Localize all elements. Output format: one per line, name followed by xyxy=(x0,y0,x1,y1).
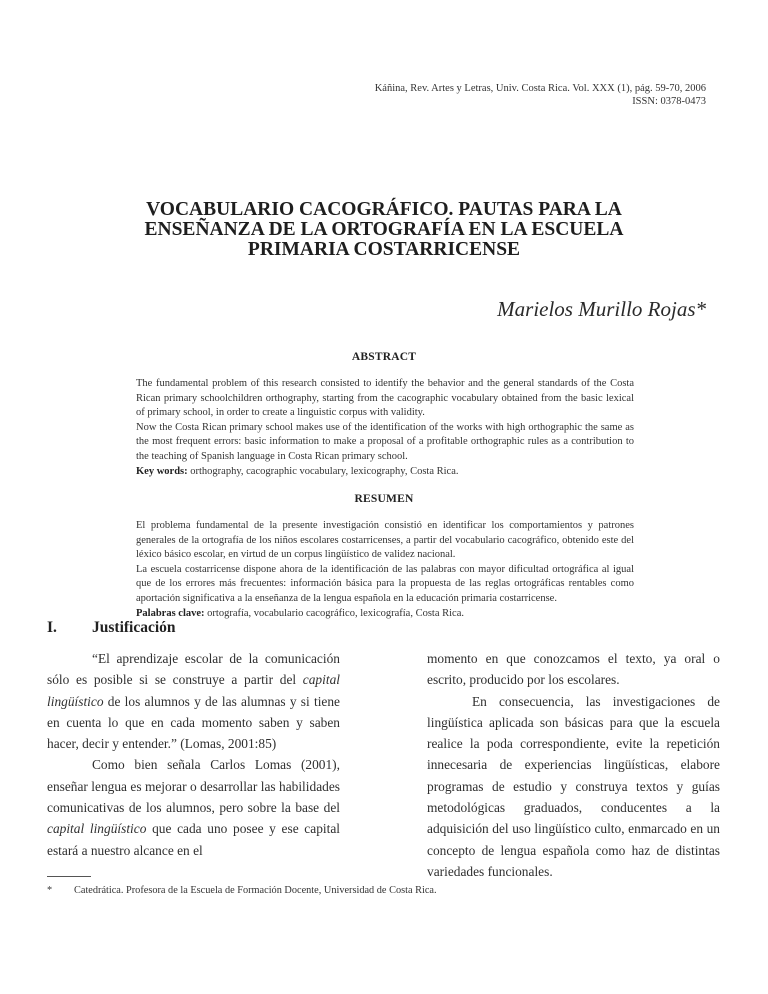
resumen-paragraph: La escuela costarricense dispone ahora de la identificación de las palabras con mayor dificultad ortográfica al igual que de los errores más frecuentes: información básica para la propuesta de las reglas ortográficas rentables como aportación significativa a la enseñanza de la lengua española en la educación primaria costarricense. xyxy=(136,563,634,604)
footnote-mark: * xyxy=(47,885,53,896)
title-line-3: PRIMARIA COSTARRICENSE xyxy=(247,239,521,260)
title-line-2: ENSEÑANZA DE LA ORTOGRAFÍA EN LA ESCUELA xyxy=(144,219,624,240)
author-name: Marielos Murillo Rojas* xyxy=(497,297,706,321)
paper-title xyxy=(60,200,708,260)
footnote-divider xyxy=(47,876,91,877)
keywords-text: orthography, cacographic vocabulary, lexicography, Costa Rica. xyxy=(187,465,459,477)
body-column-left xyxy=(47,648,340,861)
title-line-1: VOCABULARIO CACOGRÁFICO. PAUTAS PARA LA xyxy=(146,199,622,220)
abstract-keywords xyxy=(136,465,634,480)
running-head xyxy=(375,82,706,108)
resumen-paragraph: El problema fundamental de la presente investigación consistió en identificar los comportamientos y patrones generales de la ortografía de los niños escolares costarricenses, a partir del vocabulario cacográfico, obtenido este del léxico básico escolar, en virtud de un corpus lingüístico de validez nacional. xyxy=(136,520,634,561)
body-column-right xyxy=(427,648,720,882)
italic-term: capital lingüístico xyxy=(47,821,147,837)
body-paragraph: momento en que conozcamos el texto, ya oral o escrito, producido por los escolares. xyxy=(427,651,720,688)
abstract-paragraph: Now the Costa Rican primary school makes use of the identification of the works with high orthographic the same as the most frequent errors: basic information to make a proposal of a profitable orthographic rules as a contribution to the teaching of Spanish language in Costa Rican primary school. xyxy=(136,421,634,462)
keywords-label: Key words: xyxy=(136,465,188,477)
body-paragraph: En consecuencia, las investigaciones de lingüística aplicada son básicas para que la escuela realice la poda correspondiente, evite la repetición innecesaria de experiencias lingüísticas, elabore programas de estudio y construya textos y guías metodológicas graduados, conducentes a la adquisición del uso lingüístico culto, enmarcado en un concepto de lengua española como haz de distintas variedades funcionales. xyxy=(427,693,720,879)
resumen-keywords xyxy=(136,607,634,622)
journal-citation: Káñina, Rev. Artes y Letras, Univ. Costa Rica. Vol. XXX (1), pág. 59-70, 2006 xyxy=(374,83,706,94)
footnote-text: Catedrática. Profesora de la Escuela de Formación Docente, Universidad de Costa Rica. xyxy=(74,885,437,896)
section-title: Justificación xyxy=(92,619,176,636)
abstract-body xyxy=(136,377,634,479)
abstract-heading: ABSTRACT xyxy=(351,351,417,363)
section-number: I. xyxy=(47,619,57,636)
abstract-paragraph: The fundamental problem of this research consisted to identify the behavior and the general standards of the Costa Rican primary schoolchildren orthography, starting from the cacographic vocabulary obtained from the basic lexical of primary school, in order to create a linguistic corpus with validity. xyxy=(136,378,634,419)
resumen-heading: RESUMEN xyxy=(354,493,414,505)
palabras-clave-label: Palabras clave: xyxy=(136,607,205,619)
footnote xyxy=(47,885,437,896)
palabras-clave-text: ortografía, vocabulario cacográfico, lexicografía, Costa Rica. xyxy=(204,607,464,619)
italic-term: capital lingüístico xyxy=(47,672,340,709)
issn: ISSN: 0378-0473 xyxy=(632,96,706,107)
body-paragraph: Como bien señala Carlos Lomas (2001), enseñar lengua es mejorar o desarrollar las habilidades comunicativas de los alumnos, pero sobre la base del capital lingüístico que cada uno posee y ese capital estará a nuestro alcance en el xyxy=(47,757,340,858)
resumen-body xyxy=(136,519,634,621)
body-paragraph: “El aprendizaje escolar de la comunicación sólo es posible si se construye a partir del capital lingüístico de los alumnos y de las alumnas y si tiene en cuenta lo que en cada momento saben y saben hacer, decir y entender.” (Lomas, 2001:85) xyxy=(47,651,340,752)
